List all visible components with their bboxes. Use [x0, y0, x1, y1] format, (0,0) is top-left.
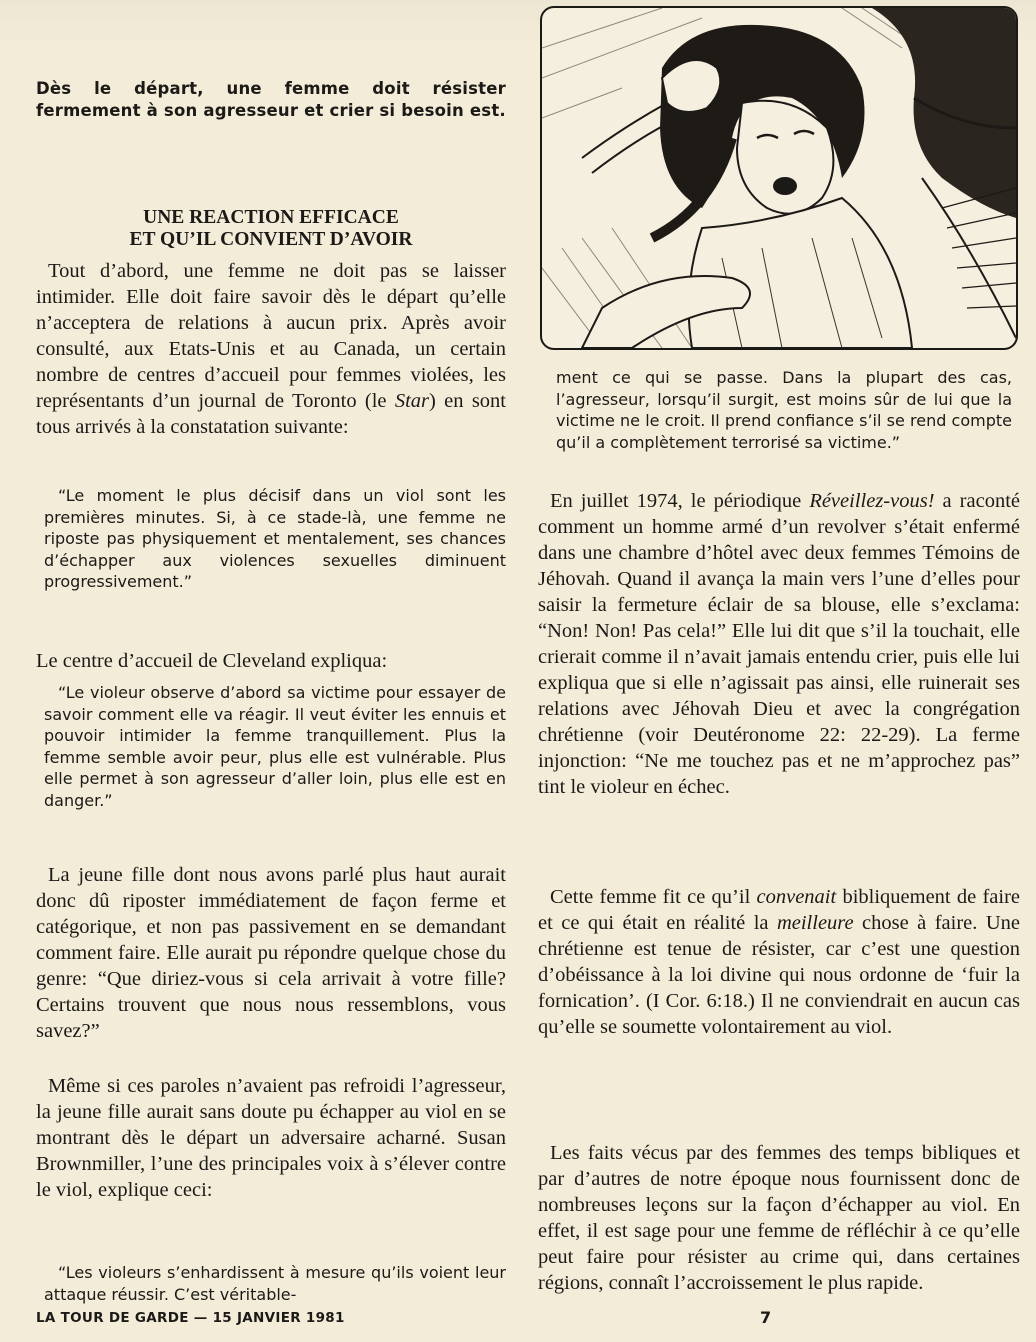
paragraph-3: La jeune fille dont nous avons parlé plus haut aurait donc dû riposter immédiatement de façon ferme et catégorique, et non pas passivement en se demandant comment faire. Elle aurait pu répondre quelque chose du genre: “Que diriez-vous si cela arrivait à votre fille? Certains trouvent que nous nous ressemblons, vous savez?” — [36, 864, 506, 1042]
paragraph-4: Même si ces paroles n’avaient pas refroidi l’agresseur, la jeune fille aurait sans doute pu échapper au viol en se montrant dès le départ un adversaire acharné. Susan Brownmiller, l’une des principales voix à s’élever contre le viol, explique ceci: — [36, 1075, 506, 1201]
paragraph-5-start: En juillet 1974, le périodique — [550, 490, 810, 512]
paragraph-5-end: a raconté comment un homme armé d’un revolver s’était enfermé dans une chambre d’hôtel avec deux femmes Témoins de Jéhovah. Quand il avança la main vers l’une d’elles pour saisir la fermeture éclair de sa blouse, elle s’exclama: “Non! Non! Pas cela!” Elle lui dit que s’il la touchait, elle crierait comme il n’avait jamais entendu crier, puis elle lui expliqua que si elle n’agissait pas ainsi, elle ruinerait ses relations avec Jéhovah Dieu et avec la congrégation chrétienne (voir Deutéronome 22: 22-29). La ferme injonction: “Ne me touchez pas et ne m’approchez pas” tint le violeur en échec. — [538, 490, 1020, 798]
quote-brownmiller-start: “Les violeurs s’enhardissent à mesure qu’ils voient leur attaque réussir. C’est véritable- — [44, 1263, 506, 1304]
frightened-woman-drawing-icon — [542, 8, 1016, 348]
illustration-frame — [540, 6, 1018, 350]
paragraph-7: Les faits vécus par des femmes des temps bibliques et par d’autres de notre époque nous fournissent donc de nombreuses leçons sur la façon d’échapper au viol. En effet, il est sage pour une femme de réfléchir à ce qu’elle peut faire pour résister au crime qui, dans certaines régions, connaît l’accroissement le plus rapide. — [538, 1142, 1020, 1294]
paragraph-2: Le centre d’accueil de Cleveland expliqua: — [36, 650, 388, 672]
paragraph-6-a: Cette femme fit ce qu’il — [550, 886, 757, 908]
paragraph-5 — [538, 488, 1020, 800]
section-heading — [36, 207, 506, 251]
section-heading-line1: UNE REACTION EFFICACE — [143, 207, 399, 228]
paragraph-6-b: bibliquement de faire et ce qui était en réalité la — [538, 886, 1021, 934]
paragraph-1 — [36, 258, 506, 440]
newspaper-title: Star — [394, 390, 430, 412]
emphasis-meilleure: meilleure — [776, 912, 854, 934]
emphasis-convenait: convenait — [756, 886, 837, 908]
paragraph-1-start: Tout d’abord, une femme ne doit pas se laisser intimider. Elle doit faire savoir dès le départ qu’elle n’acceptera de relations à aucun prix. Après avoir consulté, aux Etats-Unis et au Canada, un certain nombre de centres d’accueil pour femmes violées, les représentants d’un journal de Toronto (le — [36, 260, 506, 412]
paragraph-6 — [538, 884, 1020, 1040]
section-heading-line2: ET QU’IL CONVIENT D’AVOIR — [129, 229, 413, 250]
illustration-caption: Dès le départ, une femme doit résister fermement à son agresseur et crier si besoin est. — [36, 79, 506, 120]
footer-magazine-date: LA TOUR DE GARDE — 15 JANVIER 1981 — [36, 1310, 345, 1326]
paragraph-6-c: chose à faire. Une chrétienne est tenue de résister, car c’est une question d’obéissance à la loi divine qui nous ordonne de ‘fuir la fornication’. (I Cor. 6:18.) Il ne conviendrait en aucun cas qu’elle se soumette volontairement au viol. — [538, 912, 1020, 1038]
quote-toronto-star: “Le moment le plus décisif dans un viol sont les premières minutes. Si, à ce stade-là, une femme ne riposte pas physiquement et mentalement, ses chances d’échapper aux violences sexuelles diminuent progressivement.” — [44, 486, 506, 591]
quote-brownmiller-end: ment ce qui se passe. Dans la plupart des cas, l’agresseur, lorsqu’il surgit, est moins sûr de lui que la victime ne le croit. Il prend confiance s’il se rend compte qu’il a complètement terrorisé sa victime.” — [556, 368, 1012, 452]
page-number: 7 — [760, 1308, 772, 1327]
magazine-title: Réveillez-vous! — [809, 490, 935, 512]
quote-cleveland: “Le violeur observe d’abord sa victime pour essayer de savoir comment elle va réagir. Il veut éviter les ennuis et pouvoir intimider la femme tranquillement. Plus la femme semble avoir peur, plus elle est vulnérable. Plus elle permet à son agresseur d’aller loin, plus elle est en danger.” — [44, 683, 506, 810]
paragraph-1-end: ) en sont tous arrivés à la constatation suivante: — [36, 390, 506, 438]
